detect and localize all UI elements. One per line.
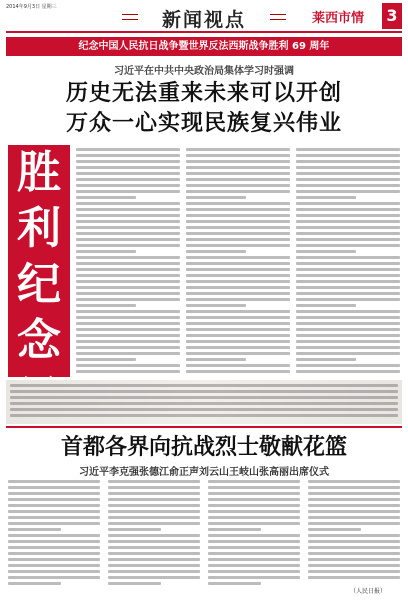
text-line-placeholder (76, 328, 180, 331)
text-line-placeholder (186, 184, 290, 187)
text-line-placeholder (76, 148, 180, 151)
text-line-placeholder (76, 226, 180, 229)
text-line-placeholder (296, 352, 400, 355)
text-line-placeholder (208, 570, 300, 573)
text-line-placeholder (76, 202, 180, 205)
text-line-placeholder (186, 178, 290, 181)
second-story-column-3 (208, 480, 300, 592)
text-line-placeholder (76, 274, 180, 277)
text-line-placeholder (186, 358, 246, 361)
text-line-placeholder (296, 172, 400, 175)
anniversary-banner: 纪念中国人民抗日战争暨世界反法西斯战争胜利 69 周年 (6, 37, 402, 56)
text-line-placeholder (186, 232, 290, 235)
text-line-placeholder (296, 154, 400, 157)
section-title: 新闻视点 (142, 5, 266, 27)
top-story-column-4 (296, 148, 400, 376)
text-line-placeholder (308, 540, 400, 543)
text-line-placeholder (76, 322, 180, 325)
text-line-placeholder (308, 558, 400, 561)
source-credit: （人民日报） (350, 588, 387, 595)
text-line-placeholder (296, 274, 400, 277)
text-line-placeholder (186, 256, 290, 259)
text-line-placeholder (296, 364, 400, 367)
text-line-placeholder (296, 232, 400, 235)
text-line-placeholder (76, 262, 180, 265)
text-line-placeholder (8, 576, 100, 579)
paper-brand: 莱西市情 (312, 11, 365, 26)
text-line-placeholder (308, 510, 400, 513)
text-line-placeholder (108, 486, 200, 489)
text-line-placeholder (308, 504, 400, 507)
top-story-subhead: 习近平在中共中央政治局集体学习时强调 (114, 66, 294, 77)
section-divider (6, 426, 402, 428)
text-line-placeholder (108, 558, 200, 561)
text-line-placeholder (296, 310, 400, 313)
text-line-placeholder (208, 564, 300, 567)
text-line-placeholder (76, 184, 180, 187)
text-line-placeholder (296, 322, 400, 325)
text-line-placeholder (308, 552, 400, 555)
text-line-placeholder (296, 268, 400, 271)
text-line-placeholder (108, 504, 200, 507)
text-line-placeholder (76, 166, 180, 169)
second-story-subhead: 习近平李克强张德江俞正声刘云山王岐山张高丽出席仪式 (79, 467, 329, 478)
text-line-placeholder (186, 196, 246, 199)
text-line-placeholder (296, 244, 400, 247)
top-story-column-2 (76, 148, 180, 376)
text-line-placeholder (186, 238, 290, 241)
text-line-placeholder (8, 546, 100, 549)
text-line-placeholder (186, 244, 290, 247)
text-line-placeholder (308, 498, 400, 501)
text-line-placeholder (108, 492, 200, 495)
text-line-placeholder (186, 190, 290, 193)
text-line-placeholder (308, 564, 400, 567)
text-line-placeholder (8, 504, 100, 507)
text-line-placeholder (296, 148, 400, 151)
text-line-placeholder (186, 298, 290, 301)
text-line-placeholder (76, 250, 136, 253)
text-line-placeholder (76, 346, 180, 349)
text-line-placeholder (186, 202, 290, 205)
text-line-placeholder (76, 268, 180, 271)
text-line-placeholder (296, 226, 400, 229)
text-line-placeholder (296, 280, 400, 283)
text-line-placeholder (208, 510, 300, 513)
text-line-placeholder (308, 480, 400, 483)
text-line-placeholder (208, 504, 300, 507)
text-line-placeholder (76, 280, 180, 283)
text-line-placeholder (10, 408, 398, 411)
text-line-placeholder (76, 358, 136, 361)
text-line-placeholder (76, 310, 180, 313)
text-line-placeholder (8, 510, 100, 513)
text-line-placeholder (8, 522, 100, 525)
text-line-placeholder (296, 214, 400, 217)
text-line-placeholder (208, 576, 300, 579)
text-line-placeholder (108, 510, 200, 513)
text-line-placeholder (186, 316, 290, 319)
text-line-placeholder (296, 208, 400, 211)
text-line-placeholder (8, 552, 100, 555)
second-story-column-1 (8, 480, 100, 592)
text-line-placeholder (8, 540, 100, 543)
text-line-placeholder (76, 298, 180, 301)
text-line-placeholder (208, 480, 300, 483)
vertical-banner-char: 念 (17, 315, 61, 366)
text-line-placeholder (296, 220, 400, 223)
text-line-placeholder (186, 280, 290, 283)
text-line-placeholder (296, 238, 400, 241)
text-line-placeholder (76, 334, 180, 337)
text-line-placeholder (186, 328, 290, 331)
text-line-placeholder (208, 582, 261, 585)
text-line-placeholder (208, 534, 300, 537)
text-line-placeholder (296, 250, 356, 253)
text-line-placeholder (296, 184, 400, 187)
masthead (0, 0, 408, 34)
text-line-placeholder (108, 498, 200, 501)
text-line-placeholder (76, 160, 180, 163)
text-line-placeholder (186, 154, 290, 157)
text-line-placeholder (186, 364, 290, 367)
text-line-placeholder (296, 304, 356, 307)
text-line-placeholder (186, 148, 290, 151)
text-line-placeholder (186, 166, 290, 169)
text-line-placeholder (10, 402, 398, 405)
text-line-placeholder (296, 346, 400, 349)
text-line-placeholder (296, 160, 400, 163)
vertical-banner-char: 利 (17, 203, 61, 254)
text-line-placeholder (8, 570, 100, 573)
text-line-placeholder (186, 268, 290, 271)
text-line-placeholder (76, 232, 180, 235)
article-body-strip (6, 380, 402, 424)
text-line-placeholder (8, 498, 100, 501)
text-line-placeholder (76, 244, 180, 247)
text-line-placeholder (8, 528, 61, 531)
text-line-placeholder (10, 390, 398, 393)
text-line-placeholder (186, 220, 290, 223)
text-line-placeholder (76, 196, 136, 199)
vertical-banner-char: 胜 (17, 147, 61, 198)
text-line-placeholder (108, 540, 200, 543)
text-line-placeholder (76, 220, 180, 223)
text-line-placeholder (208, 546, 300, 549)
text-line-placeholder (308, 522, 400, 525)
text-line-placeholder (186, 340, 290, 343)
second-story-column-4 (308, 480, 400, 584)
text-line-placeholder (186, 346, 290, 349)
text-line-placeholder (186, 286, 290, 289)
top-story-headline-line1: 历史无法重来未来可以开创 (65, 80, 342, 106)
text-line-placeholder (296, 202, 400, 205)
victory-day-vertical-banner (8, 145, 70, 377)
text-line-placeholder (108, 528, 161, 531)
text-line-placeholder (8, 492, 100, 495)
text-line-placeholder (296, 292, 400, 295)
text-line-placeholder (108, 534, 200, 537)
text-line-placeholder (186, 370, 290, 373)
text-line-placeholder (76, 238, 180, 241)
page-number: 3 (382, 3, 402, 29)
text-line-placeholder (308, 576, 400, 579)
text-line-placeholder (296, 328, 400, 331)
text-line-placeholder (208, 528, 261, 531)
text-line-placeholder (186, 214, 290, 217)
text-line-placeholder (76, 256, 180, 259)
text-line-placeholder (208, 486, 300, 489)
text-line-placeholder (186, 250, 246, 253)
text-line-placeholder (76, 304, 136, 307)
text-line-placeholder (308, 546, 400, 549)
text-line-placeholder (186, 310, 290, 313)
text-line-placeholder (208, 522, 300, 525)
text-line-placeholder (296, 178, 400, 181)
vertical-banner-char: 纪 (17, 259, 61, 310)
text-line-placeholder (296, 298, 400, 301)
text-line-placeholder (186, 352, 290, 355)
text-line-placeholder (208, 516, 300, 519)
text-line-placeholder (308, 492, 400, 495)
text-line-placeholder (76, 208, 180, 211)
text-line-placeholder (296, 358, 356, 361)
text-line-placeholder (308, 486, 400, 489)
text-line-placeholder (186, 262, 290, 265)
text-line-placeholder (108, 576, 200, 579)
text-line-placeholder (308, 570, 400, 573)
text-line-placeholder (296, 286, 400, 289)
text-line-placeholder (76, 316, 180, 319)
text-line-placeholder (208, 498, 300, 501)
text-line-placeholder (8, 558, 100, 561)
second-story-column-2 (108, 480, 200, 592)
text-line-placeholder (76, 364, 180, 367)
text-line-placeholder (186, 172, 290, 175)
issue-info (6, 4, 57, 11)
second-story-headline: 首都各界向抗战烈士敬献花篮 (60, 434, 347, 460)
text-line-placeholder (10, 384, 398, 387)
text-line-placeholder (108, 582, 161, 585)
text-line-placeholder (108, 570, 200, 573)
text-line-placeholder (296, 196, 356, 199)
text-line-placeholder (76, 178, 180, 181)
text-line-placeholder (76, 190, 180, 193)
text-line-placeholder (186, 304, 246, 307)
text-line-placeholder (76, 370, 180, 373)
text-line-placeholder (296, 262, 400, 265)
text-line-placeholder (108, 552, 200, 555)
text-line-placeholder (108, 546, 200, 549)
text-line-placeholder (208, 540, 300, 543)
text-line-placeholder (296, 190, 400, 193)
text-line-placeholder (8, 486, 100, 489)
text-line-placeholder (208, 558, 300, 561)
text-line-placeholder (186, 274, 290, 277)
text-line-placeholder (186, 334, 290, 337)
text-line-placeholder (296, 334, 400, 337)
top-story-column-3 (186, 148, 290, 376)
text-line-placeholder (296, 166, 400, 169)
text-line-placeholder (76, 172, 180, 175)
text-line-placeholder (76, 286, 180, 289)
text-line-placeholder (8, 564, 100, 567)
text-line-placeholder (186, 322, 290, 325)
text-line-placeholder (10, 396, 398, 399)
masthead-rule (6, 31, 402, 33)
text-line-placeholder (8, 516, 100, 519)
top-story-headline-line2: 万众一心实现民族复兴伟业 (65, 110, 342, 136)
text-line-placeholder (296, 316, 400, 319)
text-line-placeholder (186, 226, 290, 229)
text-line-placeholder (308, 528, 361, 531)
text-line-placeholder (8, 534, 100, 537)
text-line-placeholder (76, 154, 180, 157)
text-line-placeholder (308, 516, 400, 519)
text-line-placeholder (76, 352, 180, 355)
text-line-placeholder (10, 414, 398, 417)
text-line-placeholder (108, 480, 200, 483)
text-line-placeholder (76, 292, 180, 295)
text-line-placeholder (296, 340, 400, 343)
text-line-placeholder (296, 256, 400, 259)
text-line-placeholder (108, 516, 200, 519)
top-story-column-5 (10, 384, 398, 420)
text-line-placeholder (208, 552, 300, 555)
text-line-placeholder (108, 564, 200, 567)
text-line-placeholder (308, 534, 400, 537)
text-line-placeholder (186, 292, 290, 295)
text-line-placeholder (76, 214, 180, 217)
text-line-placeholder (108, 522, 200, 525)
text-line-placeholder (186, 160, 290, 163)
issue-date: 2014年9月3日 星期三 (6, 4, 57, 10)
text-line-placeholder (208, 492, 300, 495)
text-line-placeholder (8, 480, 100, 483)
text-line-placeholder (186, 208, 290, 211)
text-line-placeholder (76, 340, 180, 343)
text-line-placeholder (8, 582, 61, 585)
text-line-placeholder (296, 370, 400, 373)
